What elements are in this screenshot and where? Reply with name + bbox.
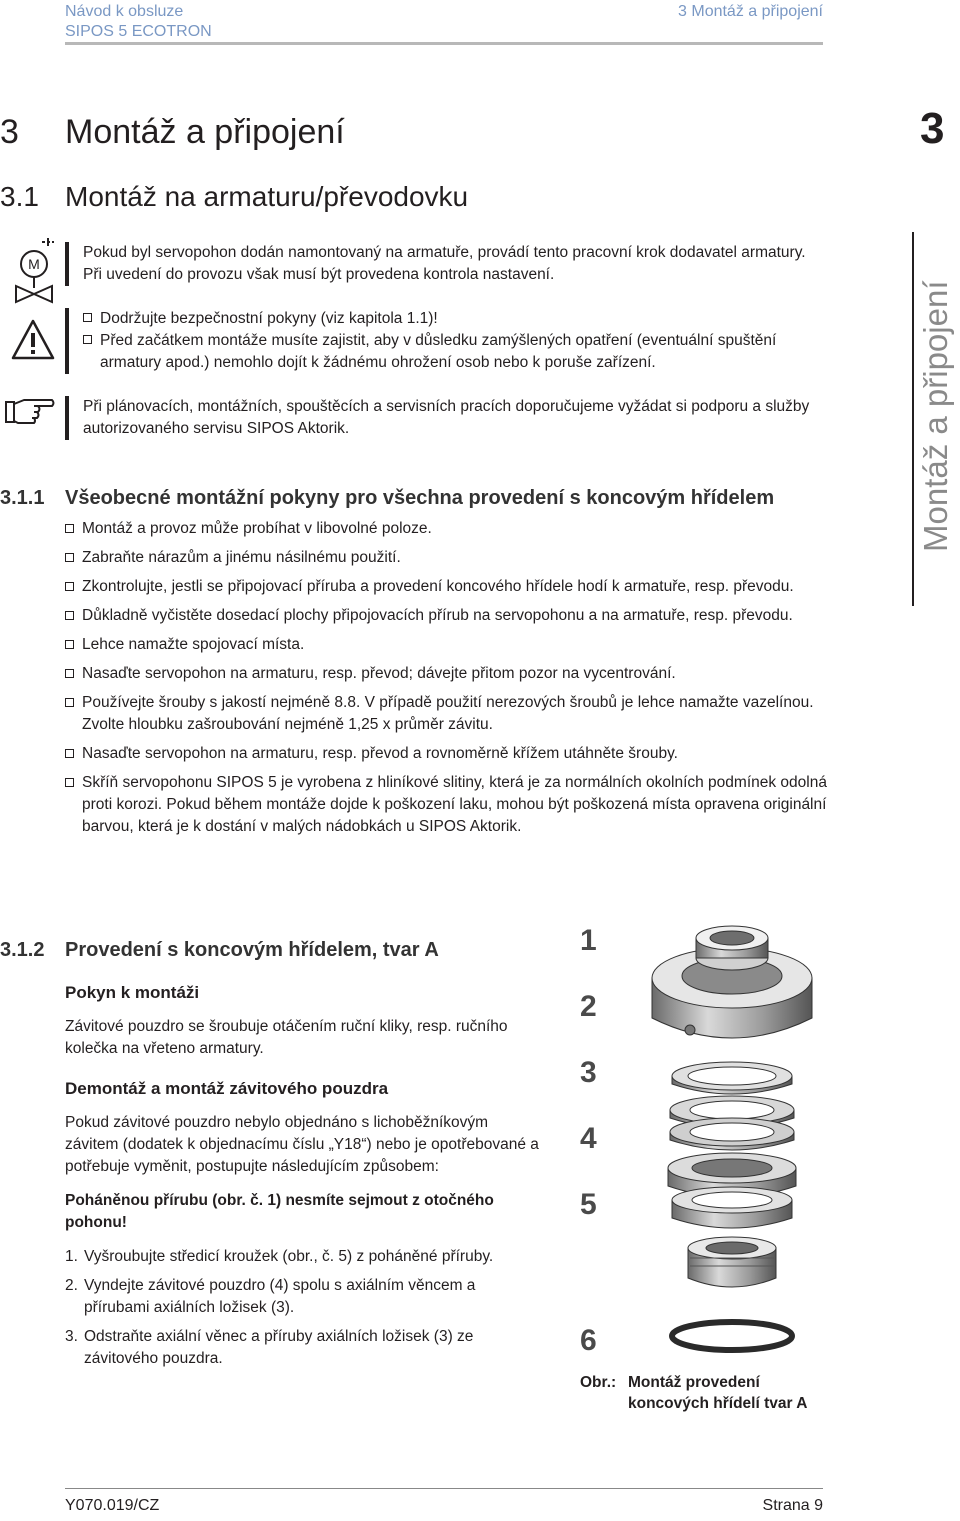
footer-rule — [65, 1488, 823, 1489]
header-title-line2: SIPOS 5 ECOTRON — [65, 23, 212, 40]
list-item-text: Nasaďte servopohon na armaturu, resp. převod; dávejte přitom pozor na vycentrování. — [82, 665, 676, 682]
list-item-text: Montáž a provoz může probíhat v libovolné poloze. — [82, 520, 432, 537]
page-number: Strana 9 — [762, 1497, 823, 1514]
figure-label-1: 1 — [580, 924, 597, 957]
centering-ring-part — [688, 1237, 776, 1287]
header-doc-title — [65, 2, 212, 42]
list-item — [65, 743, 835, 765]
list-item — [65, 663, 835, 685]
bullet-square — [65, 778, 74, 787]
step-text: Vyndejte závitové pouzdro (4) spolu s axiálním věncem a přírubami axiálních ložisek (3). — [84, 1277, 476, 1316]
bullet-square — [65, 553, 74, 562]
list-item — [65, 547, 835, 569]
threaded-bushing-part — [668, 1153, 796, 1228]
figure-caption-text: Montáž provedení koncových hřídelí tvar A — [628, 1374, 808, 1412]
valve-note-text: Pokud byl servopohon dodán namontovaný na armatuře, provádí tento pracovní krok dodavatel armatury. Při uvedení do provozu však musí být provedena kontrola nastavení. — [83, 244, 806, 283]
valve-note — [65, 242, 825, 286]
figure-caption-label: Obr.: — [580, 1374, 617, 1391]
mounting-note-heading: Pokyn k montáži — [65, 983, 200, 1002]
hint-note — [65, 396, 825, 440]
header-title-line1: Návod k obsluze — [65, 3, 184, 20]
side-tab-label: Montáž a připojení — [917, 280, 954, 552]
list-item-text: Používejte šrouby s jakostí nejméně 8.8. V případě použití nerezových šroubů je lehce namažte vazelínou. Zvolte hloubku zašroubování nejméně 1,25 x průměr závitu. — [82, 694, 814, 733]
warning-note — [65, 308, 825, 374]
bushing-heading: Demontáž a montáž závitového pouzdra — [65, 1079, 389, 1098]
bushing-warning: Poháněnou přírubu (obr. č. 1) nesmíte sejmout z otočného pohonu! — [65, 1192, 494, 1231]
bullet-square — [83, 313, 92, 322]
bullet-square — [65, 749, 74, 758]
bullet-square — [83, 335, 92, 344]
list-item-text: Důkladně vyčistěte dosedací plochy připojovacích přírub na servopohonu a na armatuře, resp. převodu. — [82, 607, 793, 624]
bullet-square — [65, 611, 74, 620]
list-item — [65, 605, 835, 627]
bearing-washers-part — [670, 1096, 794, 1150]
list-item-text: Skříň servopohonu SIPOS 5 je vyrobena z hliníkové slitiny, která je za normálních okolních podmínek odolná proti korozi. Pokud během montáže dojde k poškození laku, mohou být poškozená místa opravena originální barvou, která je k dostání v malých nádobkách u SIPOS Aktorik. — [82, 774, 827, 835]
list-item-text: Nasaďte servopohon na armaturu, resp. převod a rovnoměrně křížem utáhněte šrouby. — [82, 745, 678, 762]
list-item — [65, 576, 835, 598]
figure-label-5: 5 — [580, 1188, 597, 1221]
bullet-square — [65, 640, 74, 649]
step-text: Vyšroubujte středicí kroužek (obr., č. 5) z poháněné příruby. — [84, 1248, 494, 1265]
section-title: Montáž na armaturu/převodovku — [65, 181, 469, 212]
list-item — [65, 634, 835, 656]
list-item — [65, 772, 835, 838]
step-item — [65, 1275, 555, 1319]
list-item-text: Zabraňte nárazům a jinému násilnému použití. — [82, 549, 401, 566]
list-item — [65, 518, 835, 540]
chapter-heading — [0, 112, 345, 152]
bushing-exploded-drawing — [632, 918, 832, 1358]
chapter-side-tab — [912, 104, 960, 552]
figure-caption — [580, 1372, 820, 1414]
warning-item-1 — [83, 308, 825, 330]
step-number: 1. — [65, 1248, 78, 1265]
figure-label-3: 3 — [580, 1056, 597, 1089]
o-ring-part — [672, 1322, 792, 1350]
list-item-text: Lehce namažte spojovací místa. — [82, 636, 305, 653]
header-chapter: 3 Montáž a připojení — [678, 3, 823, 20]
side-tab-bar — [912, 232, 914, 606]
list-item-text: Zkontrolujte, jestli se připojovací příruba a provedení koncového hřídele hodí k armatuře, resp. převodu. — [82, 578, 794, 595]
step-text: Odstraňte axiální věnec a příruby axiálních ložisek (3) ze závitového pouzdra. — [84, 1328, 474, 1367]
svg-text:M: M — [28, 256, 40, 272]
list-item — [65, 692, 835, 736]
warning-item-2-text: Před začátkem montáže musíte zajistit, aby v důsledku zamýšlených opatření (eventuální spuštění armatury apod.) nemohlo dojít k žádnému ohrožení osob nebo k poruše zařízení. — [100, 332, 777, 371]
bushing-steps — [65, 1246, 555, 1370]
figure-label-4: 4 — [580, 1122, 597, 1155]
section-number: 3.1 — [0, 181, 39, 212]
driven-flange-part — [652, 926, 812, 1038]
step-number: 3. — [65, 1328, 78, 1345]
subsection-heading-311 — [0, 485, 774, 511]
mounting-note-text: Závitové pouzdro se šroubuje otáčením ruční kliky, resp. ručního kolečka na vřeteno armatury. — [65, 1018, 508, 1057]
axial-ring-part — [672, 1062, 792, 1094]
chapter-title: Montáž a připojení — [65, 113, 345, 151]
header-rule — [65, 42, 823, 45]
valve-actuator-icon — [12, 236, 56, 306]
step-item — [65, 1246, 555, 1268]
figure-label-2: 2 — [580, 990, 597, 1023]
bullet-square — [65, 669, 74, 678]
bushing-text: Pokud závitové pouzdro nebylo objednáno s lichoběžníkovým závitem (dodatek k objednacímu číslu „Y18“) nebo je opotřebované a potřebuje vyměnit, postupujte následujícím způsobem: — [65, 1114, 539, 1175]
subsection-number-311: 3.1.1 — [0, 487, 45, 509]
figure-label-6: 6 — [580, 1324, 597, 1357]
pointing-hand-icon — [4, 394, 56, 428]
general-instructions-list — [65, 518, 835, 845]
step-number: 2. — [65, 1277, 78, 1294]
side-tab-number: 3 — [920, 104, 945, 153]
subsection-title-312: Provedení s koncovým hřídelem, tvar A — [65, 939, 439, 961]
subsection-heading-312 — [0, 937, 439, 963]
document-number: Y070.019/CZ — [65, 1497, 160, 1514]
form-a-instructions — [65, 982, 555, 1377]
warning-item-1-text: Dodržujte bezpečnostní pokyny (viz kapitola 1.1)! — [100, 310, 438, 327]
chapter-number: 3 — [0, 113, 19, 151]
bullet-square — [65, 698, 74, 707]
step-item — [65, 1326, 555, 1370]
exploded-view-figure — [572, 918, 832, 1358]
subsection-number-312: 3.1.2 — [0, 939, 45, 961]
warning-triangle-icon — [10, 318, 56, 362]
bullet-square — [65, 524, 74, 533]
hint-note-text: Při plánovacích, montážních, spouštěcích a servisních pracích doporučujeme vyžádat si podporu a služby autorizovaného servisu SIPOS Aktorik. — [83, 398, 810, 437]
warning-item-2 — [83, 330, 825, 374]
section-heading — [0, 180, 468, 214]
bullet-square — [65, 582, 74, 591]
subsection-title-311: Všeobecné montážní pokyny pro všechna provedení s koncovým hřídelem — [65, 487, 775, 509]
